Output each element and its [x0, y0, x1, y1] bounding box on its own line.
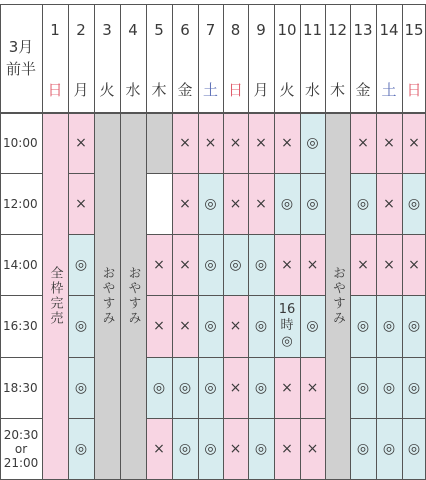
slot-unavailable[interactable]: ×	[172, 295, 198, 357]
slot-unavailable[interactable]: ×	[402, 112, 426, 173]
special-line: ◎	[281, 334, 293, 349]
closed-cell	[120, 173, 146, 234]
grid-line	[300, 418, 325, 419]
time-label-line: 21:00	[3, 456, 39, 470]
grid-line	[0, 357, 42, 358]
day-number: 8	[230, 21, 241, 39]
grid-line	[300, 357, 325, 358]
weekday-label: 火	[279, 80, 295, 99]
grid-line	[350, 4, 351, 480]
grid-line	[0, 295, 42, 296]
empty-cell	[42, 173, 68, 234]
slot-unavailable[interactable]: ×	[274, 234, 300, 295]
grid-line	[376, 4, 377, 480]
slot-available[interactable]: ◎	[68, 357, 94, 418]
time-label	[0, 295, 42, 357]
slot-available[interactable]: ◎	[146, 357, 172, 418]
grid-line	[146, 4, 147, 480]
grid-line	[350, 295, 376, 296]
slot-unavailable[interactable]: ×	[300, 418, 325, 480]
slot-available[interactable]: ◎	[198, 418, 223, 480]
grid-line	[274, 357, 300, 358]
closed-cell	[120, 112, 146, 173]
grid-line	[376, 173, 402, 174]
slot-available[interactable]: ◎	[350, 173, 376, 234]
time-label	[0, 234, 42, 295]
time-label-line: 18:30	[3, 380, 38, 395]
grid-line	[198, 295, 223, 296]
grid-line	[198, 357, 223, 358]
weekday-label: 火	[99, 80, 115, 99]
grid-line	[146, 173, 172, 174]
grid-line	[120, 4, 121, 480]
slot-unavailable[interactable]: ×	[198, 112, 223, 173]
slot-unavailable[interactable]: ×	[248, 112, 274, 173]
grid-line	[0, 234, 42, 235]
slot-unavailable[interactable]: ×	[172, 112, 198, 173]
slot-unavailable[interactable]: ×	[274, 418, 300, 480]
grid-line	[274, 418, 300, 419]
day-number: 13	[353, 21, 373, 39]
grid-line	[402, 357, 426, 358]
slot-unavailable[interactable]: ×	[172, 173, 198, 234]
slot-available[interactable]: ◎	[68, 295, 94, 357]
grid-line	[68, 357, 94, 358]
grid-line	[248, 173, 274, 174]
empty-cell	[42, 418, 68, 480]
weekday-label: 日	[47, 80, 63, 99]
slot-available[interactable]: ◎	[248, 418, 274, 480]
grid-line	[248, 295, 274, 296]
grid-line	[300, 4, 301, 480]
slot-available[interactable]: ◎	[300, 112, 325, 173]
grid-line	[172, 173, 198, 174]
grid-line	[0, 4, 426, 5]
grid-line	[300, 173, 325, 174]
day-number: 15	[404, 21, 424, 39]
slot-available[interactable]: ◎	[376, 295, 402, 357]
grid-line	[402, 173, 426, 174]
grid-line	[248, 4, 249, 480]
weekday-label: 月	[253, 80, 269, 99]
day-number: 6	[180, 21, 190, 39]
grid-line	[300, 234, 325, 235]
closed-cell	[94, 112, 120, 173]
grid-line	[0, 4, 1, 480]
grid-line	[248, 418, 274, 419]
slot-unavailable[interactable]: ×	[223, 173, 248, 234]
time-label-line: 12:00	[3, 196, 38, 211]
grid-line	[172, 357, 198, 358]
time-label-line: or	[14, 442, 28, 456]
slot-unavailable[interactable]: ×	[350, 112, 376, 173]
special-line: 時	[280, 318, 294, 333]
closed-cell	[325, 112, 350, 173]
grid-line	[376, 234, 402, 235]
half-label: 前半	[5, 60, 36, 78]
time-label	[0, 418, 42, 480]
weekday-label: 日	[406, 80, 422, 99]
slot-unavailable[interactable]: ×	[402, 234, 426, 295]
grid-line	[0, 112, 426, 114]
grid-line	[68, 234, 94, 235]
day-number: 7	[205, 21, 216, 39]
closed-cell	[94, 173, 120, 234]
empty-cell	[42, 112, 68, 173]
slot-available[interactable]: ◎	[300, 173, 325, 234]
grid-line	[223, 418, 248, 419]
weekday-label: 日	[227, 80, 243, 99]
grid-line	[402, 418, 426, 419]
time-label	[0, 173, 42, 234]
slot-available[interactable]: ◎	[248, 357, 274, 418]
slot-available[interactable]: ◎	[223, 234, 248, 295]
time-label-line: 16:30	[3, 319, 38, 333]
grid-line	[172, 295, 198, 296]
day-number: 1	[50, 21, 60, 39]
day-number: 3	[102, 21, 112, 39]
grid-line	[274, 173, 300, 174]
closed-cell	[146, 112, 172, 173]
grid-line	[94, 4, 95, 480]
grid-line	[223, 4, 224, 480]
grid-line	[223, 295, 248, 296]
closed-cell	[325, 418, 350, 480]
slot-available[interactable]: ◎	[376, 418, 402, 480]
empty-cell	[42, 357, 68, 418]
day-number: 5	[154, 21, 164, 39]
grid-line	[0, 173, 42, 174]
slot-available[interactable]: ◎	[350, 357, 376, 418]
slot-unavailable[interactable]: ×	[172, 234, 198, 295]
grid-line	[172, 418, 198, 419]
slot-available[interactable]: ◎	[402, 173, 426, 234]
slot-unavailable[interactable]: ×	[274, 112, 300, 173]
closed-cell	[94, 357, 120, 418]
closed-cell	[120, 357, 146, 418]
soldout-label: 全枠完売	[47, 265, 63, 326]
slot-unavailable[interactable]: ×	[376, 234, 402, 295]
slot-available[interactable]: ◎	[248, 234, 274, 295]
empty-cell	[146, 173, 172, 234]
slot-unavailable[interactable]: ×	[274, 357, 300, 418]
day-number: 14	[379, 21, 399, 39]
slot-available[interactable]: ◎	[350, 418, 376, 480]
slot-available[interactable]: ◎	[402, 295, 426, 357]
slot-unavailable[interactable]: ×	[223, 112, 248, 173]
grid-line	[350, 357, 376, 358]
slot-unavailable[interactable]: ×	[68, 112, 94, 173]
grid-line	[198, 173, 223, 174]
time-label	[0, 357, 42, 418]
day-number: 4	[128, 21, 138, 39]
grid-line	[223, 234, 248, 235]
grid-line	[146, 357, 172, 358]
grid-line	[350, 234, 376, 235]
weekday-label: 金	[355, 80, 371, 99]
closed-cell	[94, 418, 120, 480]
grid-line	[402, 295, 426, 296]
slot-unavailable[interactable]: ×	[223, 295, 248, 357]
grid-line	[350, 173, 376, 174]
slot-available[interactable]: ◎	[198, 234, 223, 295]
slot-available[interactable]: ◎	[376, 357, 402, 418]
grid-line	[325, 4, 326, 480]
weekday-label: 土	[202, 80, 218, 99]
closed-label-day4: おやすみ	[125, 265, 141, 326]
slot-unavailable[interactable]: ×	[248, 173, 274, 234]
slot-unavailable[interactable]: ×	[376, 112, 402, 173]
slot-available[interactable]: ◎	[172, 357, 198, 418]
slot-available[interactable]: ◎	[402, 418, 426, 480]
grid-line	[68, 173, 94, 174]
closed-cell	[325, 357, 350, 418]
special-line: 16	[278, 302, 296, 317]
slot-available[interactable]: ◎	[198, 173, 223, 234]
slot-available[interactable]: ◎	[172, 418, 198, 480]
grid-line	[68, 4, 69, 480]
slot-available[interactable]: ◎	[350, 295, 376, 357]
slot-unavailable[interactable]: ×	[68, 173, 94, 234]
grid-line	[146, 295, 172, 296]
grid-line	[0, 418, 42, 419]
grid-line	[274, 295, 300, 296]
slot-unavailable[interactable]: ×	[376, 173, 402, 234]
closed-cell	[120, 418, 146, 480]
grid-line	[402, 234, 426, 235]
grid-line	[402, 4, 403, 480]
grid-line	[274, 4, 275, 480]
grid-line	[172, 234, 198, 235]
slot-available[interactable]: ◎	[68, 418, 94, 480]
day-number: 11	[302, 21, 323, 39]
day-number: 2	[76, 21, 86, 39]
time-label-line: 20:30	[3, 428, 39, 442]
slot-available[interactable]: ◎	[402, 357, 426, 418]
slot-unavailable[interactable]: ×	[146, 295, 172, 357]
grid-line	[274, 234, 300, 235]
grid-line	[146, 234, 172, 235]
grid-line	[248, 357, 274, 358]
grid-line	[376, 357, 402, 358]
weekday-label: 金	[177, 80, 193, 99]
slot-available[interactable]: ◎	[198, 295, 223, 357]
weekday-label: 水	[304, 80, 320, 99]
closed-cell	[325, 173, 350, 234]
slot-unavailable[interactable]: ×	[146, 234, 172, 295]
month-label: 3月	[8, 38, 34, 56]
slot-special-16h[interactable]	[274, 295, 300, 357]
grid-line	[198, 418, 223, 419]
grid-line	[223, 173, 248, 174]
grid-line	[146, 418, 172, 419]
grid-line	[68, 295, 94, 296]
weekday-label: 水	[125, 80, 141, 99]
slot-unavailable[interactable]: ×	[350, 234, 376, 295]
grid-line	[172, 4, 173, 480]
slot-available[interactable]: ◎	[248, 295, 274, 357]
grid-line	[42, 4, 43, 480]
time-label-line: 10:00	[3, 135, 38, 150]
slot-available[interactable]: ◎	[300, 295, 325, 357]
slot-unavailable[interactable]: ×	[300, 234, 325, 295]
grid-line	[300, 295, 325, 296]
grid-line	[350, 418, 376, 419]
weekday-label: 月	[73, 80, 89, 99]
slot-unavailable[interactable]: ×	[223, 418, 248, 480]
grid-line	[68, 418, 94, 419]
closed-label-day12: おやすみ	[330, 265, 345, 326]
day-number: 9	[256, 21, 266, 39]
day-number: 10	[277, 21, 297, 39]
grid-line	[248, 234, 274, 235]
grid-line	[223, 357, 248, 358]
time-label-line: 14:00	[3, 257, 38, 272]
grid-line	[376, 418, 402, 419]
weekday-label: 土	[381, 80, 397, 99]
slot-available[interactable]: ◎	[68, 234, 94, 295]
closed-label-day3: おやすみ	[99, 265, 115, 326]
grid-line	[198, 4, 199, 480]
time-label	[0, 112, 42, 173]
weekday-label: 木	[329, 80, 345, 99]
slot-unavailable[interactable]: ×	[223, 357, 248, 418]
slot-unavailable[interactable]: ×	[146, 418, 172, 480]
day-number: 12	[327, 21, 348, 39]
weekday-label: 木	[151, 80, 167, 99]
slot-available[interactable]: ◎	[274, 173, 300, 234]
grid-line	[198, 234, 223, 235]
grid-line	[376, 295, 402, 296]
month-half-label	[0, 4, 42, 112]
slot-unavailable[interactable]: ×	[300, 357, 325, 418]
slot-available[interactable]: ◎	[198, 357, 223, 418]
